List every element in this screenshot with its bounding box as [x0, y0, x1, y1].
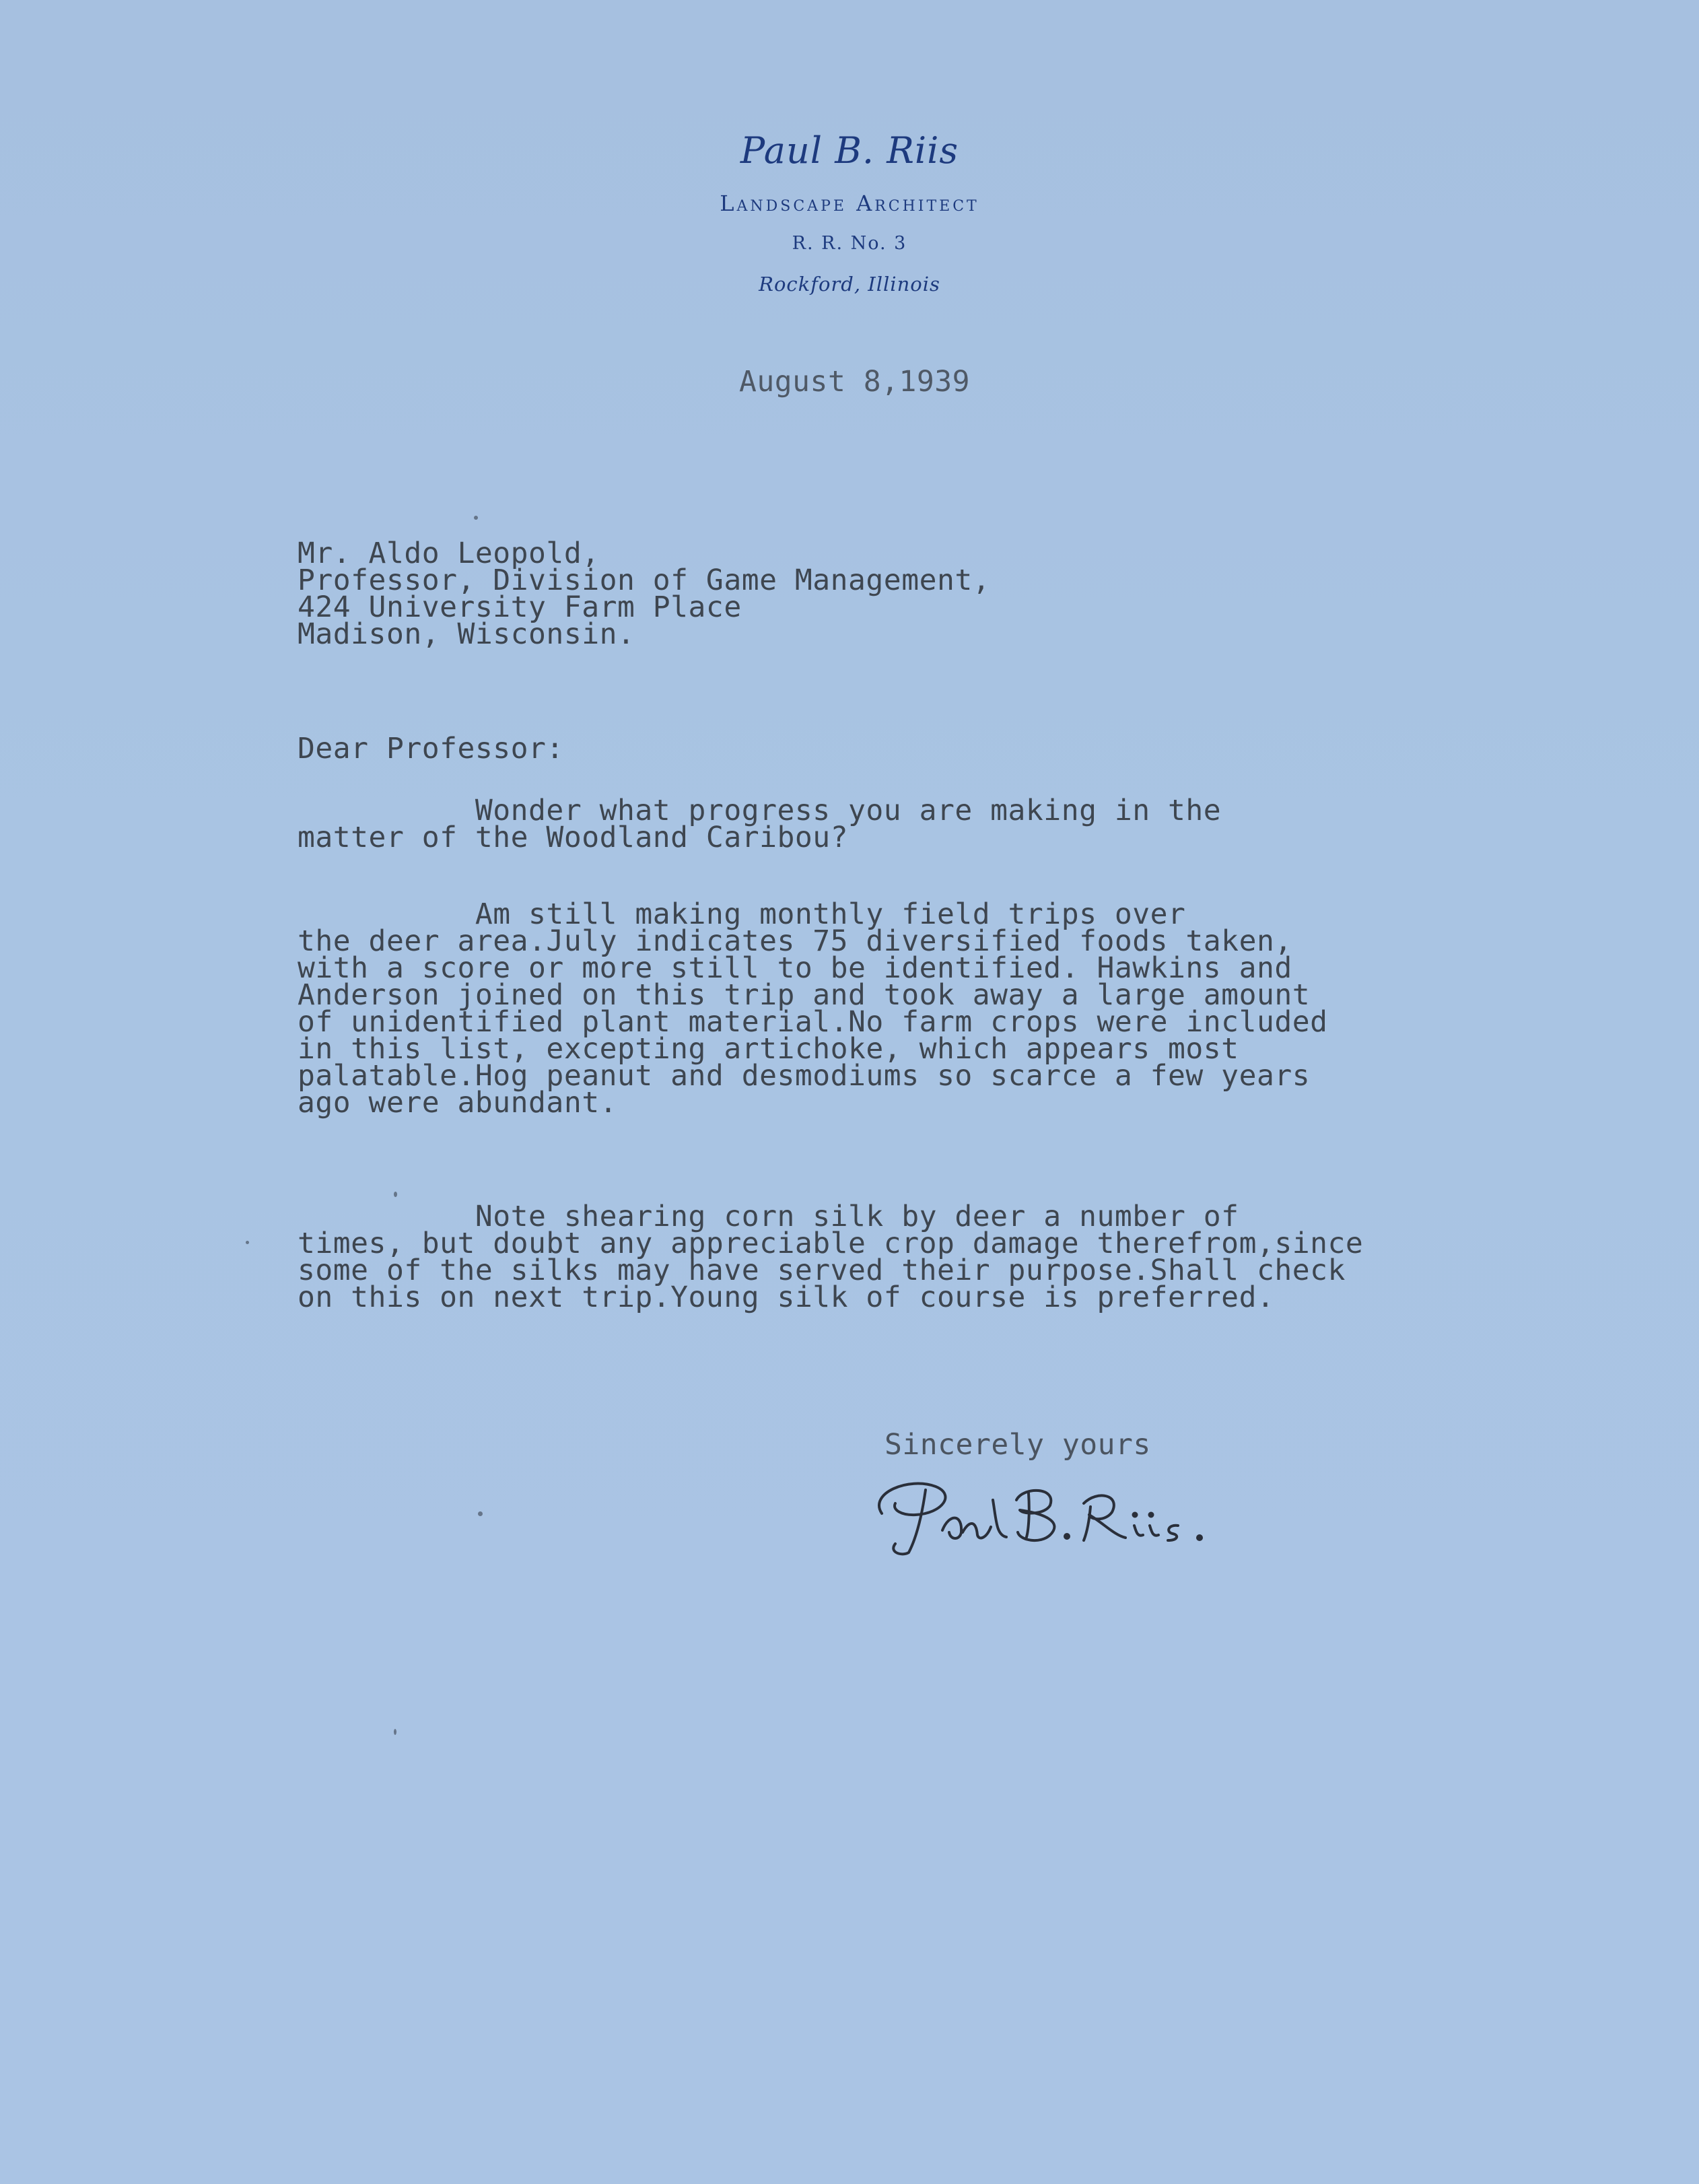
handwritten-signature [862, 1473, 1225, 1561]
paper-speck [474, 516, 478, 520]
letterhead-title: Landscape Architect [720, 191, 979, 216]
paper-speck [394, 1192, 397, 1197]
closing: Sincerely yours [885, 1428, 1151, 1462]
recipient-address: Mr. Aldo Leopold, Professor, Division of Game Management, 424 University Farm Place Madison, Wisconsin. [298, 537, 991, 651]
letterhead-city: Rockford, Illinois [759, 273, 940, 296]
letterhead-address: R. R. No. 3 [792, 233, 907, 254]
paragraph-corn-silk: Note shearing corn silk by deer a number of times, but doubt any appreciable crop damage therefrom,since some of the silks may have served their purpose.Shall check on this on next trip.Young silk of course is preferred. [298, 1200, 1364, 1314]
paper-speck [394, 1729, 396, 1735]
paragraph-field-trips: Am still making monthly field trips over the deer area.July indicates 75 diversified foods taken, with a score or more still to be identified. Hawkins and Anderson joined on this trip and took away a large amount of unidentified plant material.No farm crops were included in this list, excepting artichoke, which appears most palatable.Hog peanut and desmodiums so scarce a few years ago were abundant. [298, 897, 1328, 1120]
salutation: Dear Professor: [298, 732, 564, 765]
paragraph-caribou: Wonder what progress you are making in the matter of the Woodland Caribou? [298, 794, 1222, 854]
letterhead-name: Paul B. Riis [740, 129, 959, 172]
letter-date: August 8,1939 [739, 365, 971, 399]
paper-speck [246, 1241, 249, 1244]
paper-speck [478, 1511, 483, 1516]
